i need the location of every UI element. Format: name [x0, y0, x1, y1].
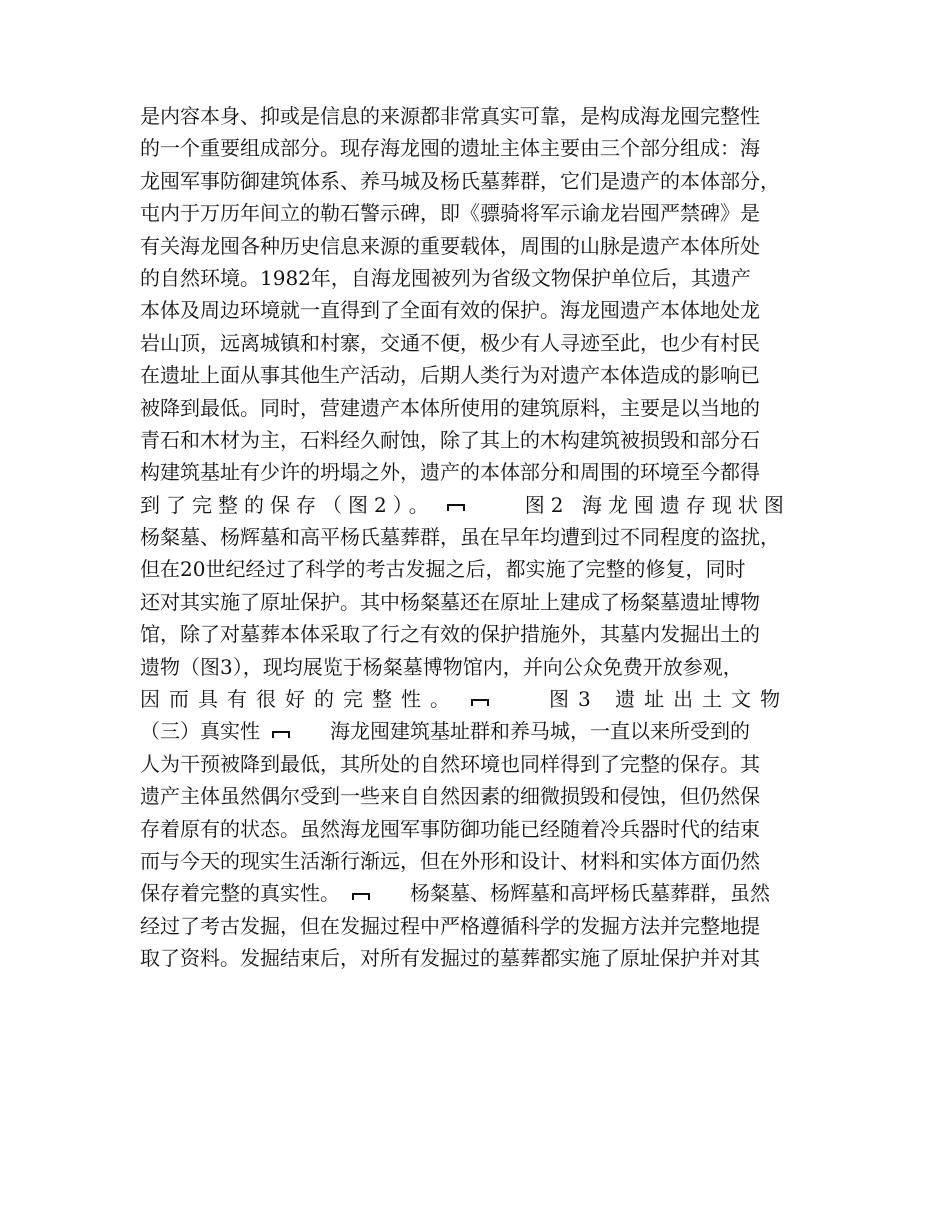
body-text: [140, 100, 830, 975]
text-line-21: 人为干预被降到最低，其所处的自然环境也同样得到了完整的保存。其: [140, 751, 760, 776]
text-line-19-body: 因而具有很好的完整性。: [140, 687, 459, 712]
text-line-13-body: 到了完整的保存（图2）。: [140, 492, 435, 517]
text-line-20: [140, 715, 830, 747]
text-line-9: 在遗址上面从事其他生产活动，后期人类行为对遗产本体造成的影响已: [140, 363, 760, 388]
text-line-20-body: 海龙囤建筑基址群和养马城，一直以来所受到的: [330, 719, 750, 744]
text-line-14: 杨粲墓、杨辉墓和高平杨氏墓葬群，虽在早年均遭到过不同程度的盗扰，: [140, 525, 780, 550]
text-line-25-body-b: 杨粲墓、杨辉墓和高坪杨氏墓葬群，虽然: [410, 881, 770, 906]
text-line-13: [140, 489, 830, 521]
paragraph-mark-icon: [445, 501, 467, 511]
paragraph-mark-icon: [270, 728, 292, 738]
text-line-25-body: 保存着完整的真实性。: [140, 881, 340, 906]
text-line-2: 的一个重要组成部分。现存海龙囤的遗址主体主要由三个部分组成：海: [140, 136, 760, 161]
text-line-5: 有关海龙囤各种历史信息来源的重要载体，周围的山脉是遗产本体所处: [140, 233, 760, 258]
text-line-26: 经过了考古发掘，但在发掘过程中严格遵循科学的发掘方法并完整地提: [140, 913, 760, 938]
text-line-8: 岩山顶，远离城镇和村寨，交通不便，极少有人寻迹至此，也少有村民: [140, 330, 760, 355]
text-line-7: 本体及周边环境就一直得到了全面有效的保护。海龙囤遗产本体地处龙: [140, 298, 760, 323]
text-line-24: 而与今天的现实生活渐行渐远，但在外形和设计、材料和实体方面仍然: [140, 848, 760, 873]
text-line-17: 馆，除了对墓葬本体采取了行之有效的保护措施外，其墓内发掘出土的: [140, 622, 760, 647]
text-line-1: 是内容本身、抑或是信息的来源都非常真实可靠，是构成海龙囤完整性: [140, 104, 760, 128]
text-line-18: 遗物（图3），现均展览于杨粲墓博物馆内，并向公众免费开放参观，: [140, 654, 743, 679]
text-line-25: [140, 877, 830, 909]
text-line-27: 取了资料。发掘结束后，对所有发掘过的墓葬都实施了原址保护并对其: [140, 946, 760, 971]
text-line-16: 还对其实施了原址保护。其中杨粲墓还在原址上建成了杨粲墓遗址博物: [140, 589, 760, 614]
figure-2-caption: 图2 海龙囤遗存现状图: [524, 492, 790, 517]
text-line-22: 遗产主体虽然偶尔受到一些来自自然因素的细微损毁和侵蚀，但仍然保: [140, 784, 760, 809]
section-heading-authenticity: （三）真实性: [140, 719, 260, 744]
text-line-23: 存着原有的状态。虽然海龙囤军事防御功能已经随着冷兵器时代的结束: [140, 816, 760, 841]
text-line-4: 屯内于万历年间立的勒石警示碑，即《骠骑将军示谕龙岩囤严禁碑》是: [140, 201, 760, 226]
text-line-19: [140, 683, 830, 715]
text-line-15: 但在20世纪经过了科学的考古发掘之后，都实施了完整的修复，同时: [140, 557, 746, 582]
text-line-11: 青石和木材为主，石料经久耐蚀，除了其上的木构建筑被损毁和部分石: [140, 427, 760, 452]
text-line-3: 龙囤军事防御建筑体系、养马城及杨氏墓葬群，它们是遗产的本体部分，: [140, 168, 780, 193]
text-line-6: 的自然环境。1982年，自海龙囤被列为省级文物保护单位后，其遗产: [140, 265, 751, 290]
text-line-12: 构建筑基址有少许的坍塌之外，遗产的本体部分和周围的环境至今都得: [140, 460, 760, 485]
paragraph-mark-icon: [469, 696, 491, 706]
text-line-10: 被降到最低。同时，营建遗产本体所使用的建筑原料，主要是以当地的: [140, 395, 760, 420]
paragraph-mark-icon: [350, 890, 372, 900]
figure-3-caption: 图3 遗址出土文物: [549, 687, 790, 712]
